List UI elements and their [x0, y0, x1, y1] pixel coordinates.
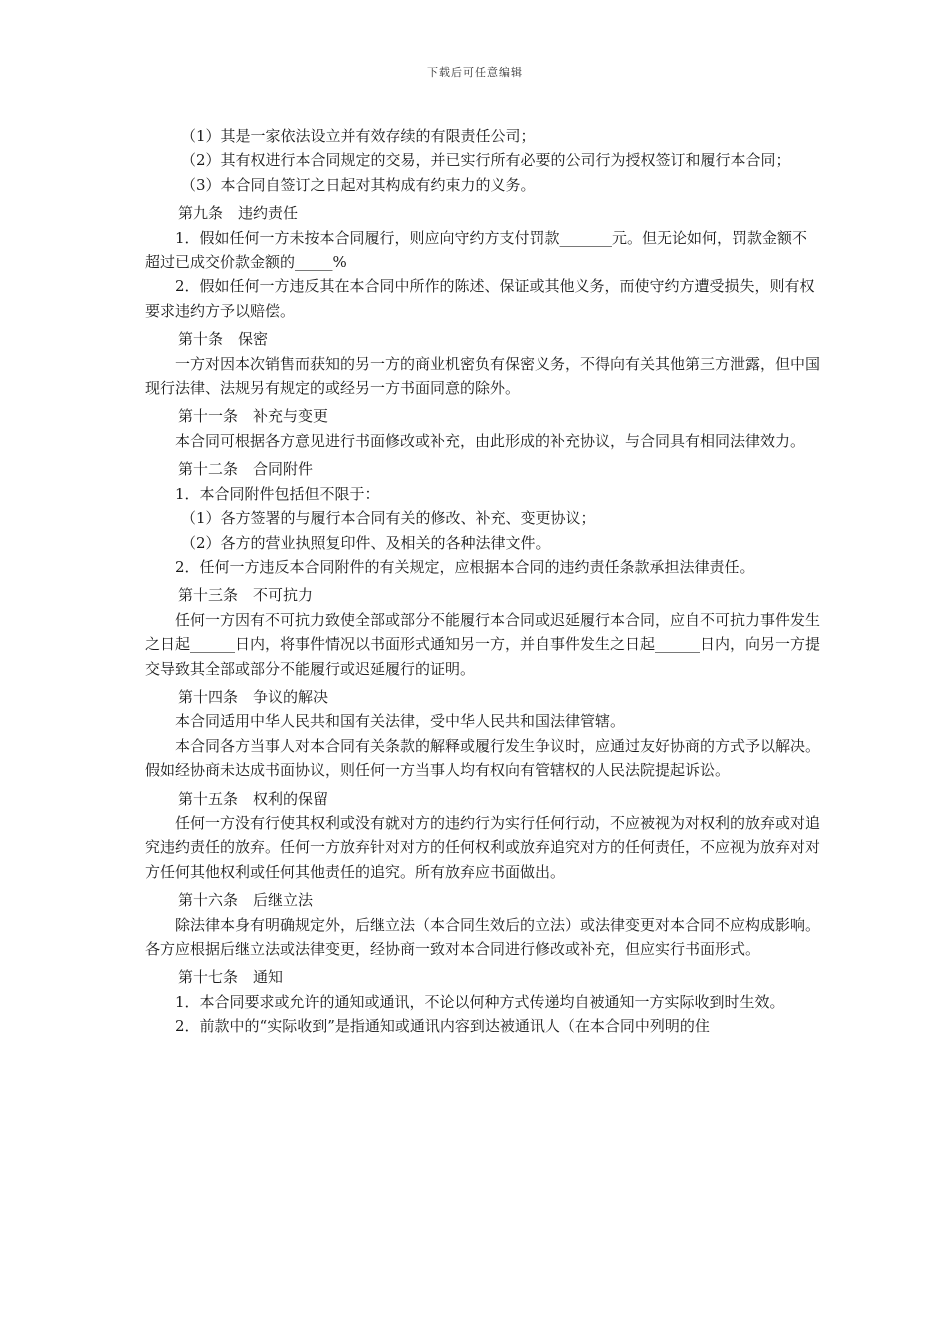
clause-paragraph: （2）各方的营业执照复印件、及相关的各种法律文件。 [181, 533, 551, 552]
article-heading: 第十四条 争议的解决 [178, 687, 329, 706]
document-body [145, 124, 820, 1039]
clause-paragraph: 任何一方没有行使其权利或没有就对方的违约行为实行任何行动，不应被视为对权利的放弃或对追究违约责任的放弃。任何一方放弃针对对方的任何权利或放弃追究对方的任何责任，不应视为放弃对对方任何其他权利或任何其他责任的追究。所有放弃应书面做出。 [145, 813, 821, 881]
article-heading: 第十五条 权利的保留 [178, 789, 329, 808]
article-heading: 第十二条 合同附件 [178, 460, 314, 479]
page-header: 下载后可任意编辑 [427, 66, 523, 79]
clause-paragraph: 除法律本身有明确规定外，后继立法（本合同生效后的立法）或法律变更对本合同不应构成影响。各方应根据后继立法或法律变更，经协商一致对本合同进行修改或补充，但应实行书面形式。 [145, 915, 821, 958]
clause-paragraph: 1．假如任何一方未按本合同履行，则应向守约方支付罚款_______元。但无论如何，罚款金额不超过已成交价款金额的_____% [145, 228, 808, 272]
clause-paragraph: 本合同可根据各方意见进行书面修改或补充，由此形成的补充协议，与合同具有相同法律效力。 [175, 431, 806, 450]
clause-paragraph: （1）各方签署的与履行本合同有关的修改、补充、变更协议； [181, 509, 596, 528]
article-heading: 第十七条 通知 [178, 968, 284, 987]
clause-paragraph: 2．前款中的“实际收到”是指通知或通讯内容到达被通讯人（在本合同中列明的住 [175, 1017, 710, 1036]
article-heading: 第十六条 后继立法 [178, 891, 314, 910]
article-heading: 第十一条 补充与变更 [178, 407, 329, 426]
clause-paragraph: 本合同各方当事人对本合同有关条款的解释或履行发生争议时，应通过友好协商的方式予以解决。假如经协商未达成书面协议，则任何一方当事人均有权向有管辖权的人民法院提起诉讼。 [145, 736, 821, 780]
clause-paragraph: 本合同适用中华人民共和国有关法律，受中华人民共和国法律管辖。 [175, 712, 626, 731]
article-heading: 第九条 违约责任 [178, 204, 299, 223]
clause-paragraph: （3）本合同自签订之日起对其构成有约束力的义务。 [181, 175, 536, 194]
clause-paragraph: 任何一方因有不可抗力致使全部或部分不能履行本合同或迟延履行本合同，应自不可抗力事件发生之日起______日内，将事件情况以书面形式通知另一方，并自事件发生之日起______日内，向另一方提交导致其全部或部分不能履行或迟延履行的证明。 [145, 610, 821, 678]
article-heading: 第十条 保密 [178, 330, 269, 349]
clause-paragraph: （1）其是一家依法设立并有效存续的有限责任公司； [181, 127, 536, 145]
clause-paragraph: 2．任何一方违反本合同附件的有关规定，应根据本合同的违约责任条款承担法律责任。 [175, 557, 755, 576]
clause-paragraph: （2）其有权进行本合同规定的交易，并已实行所有必要的公司行为授权签订和履行本合同； [181, 151, 791, 170]
clause-paragraph: 1．本合同附件包括但不限于： [175, 484, 380, 503]
clause-paragraph: 一方对因本次销售而获知的另一方的商业机密负有保密义务，不得向有关其他第三方泄露，但中国现行法律、法规另有规定的或经另一方书面同意的除外。 [145, 354, 821, 398]
clause-paragraph: 1．本合同要求或允许的通知或通讯，不论以何种方式传递均自被通知一方实际收到时生效。 [175, 992, 785, 1011]
article-heading: 第十三条 不可抗力 [178, 586, 314, 605]
clause-paragraph: 2．假如任何一方违反其在本合同中所作的陈述、保证或其他义务，而使守约方遭受损失，则有权要求违约方予以赔偿。 [145, 277, 815, 320]
